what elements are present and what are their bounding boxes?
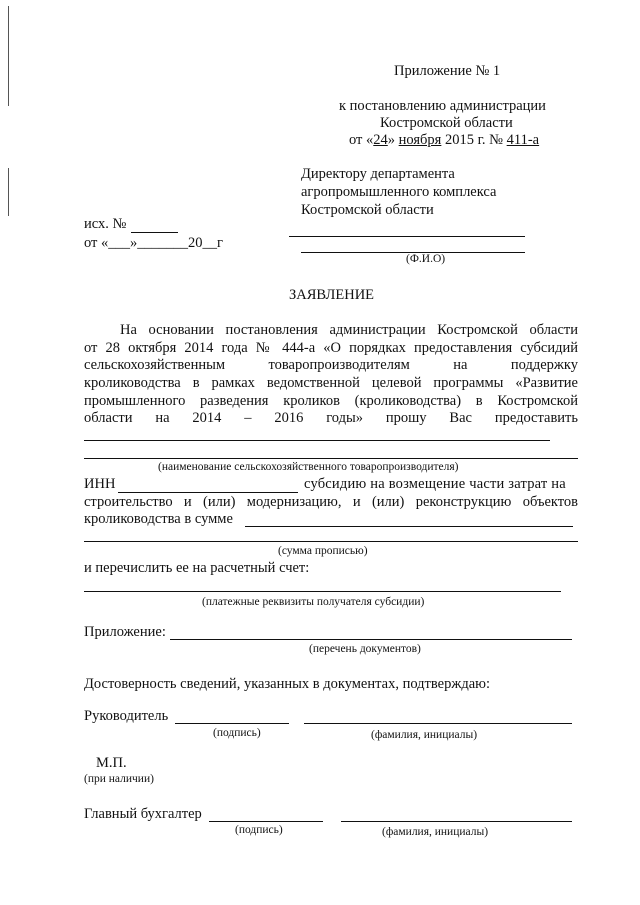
date-prefix: от « — [349, 132, 374, 148]
date-number: 411-а — [506, 132, 540, 148]
binding-mark — [8, 168, 9, 216]
amount-words-line[interactable] — [84, 541, 578, 542]
date-month: ноября — [398, 132, 442, 148]
attachment-field[interactable] — [170, 639, 572, 640]
date-mid: » — [387, 132, 399, 148]
stamp-label: М.П. — [96, 755, 127, 771]
resolution-region: Костромской области — [380, 115, 513, 131]
body-line-1: На основании постановления администрации Костромской области — [120, 322, 578, 338]
body2-line-2: кролиководства в сумме — [84, 511, 233, 527]
attachment-label: Приложение: — [84, 624, 166, 640]
inn-field[interactable] — [118, 492, 298, 493]
transfer-text: и перечислить ее на расчетный счет: — [84, 560, 310, 576]
bank-details-line[interactable] — [84, 591, 561, 592]
producer-name-line[interactable] — [84, 458, 578, 459]
amount-caption: (сумма прописью) — [278, 545, 368, 557]
body-line-6: области на 2014 – 2016 годы» прошу Вас предоставить — [84, 410, 578, 426]
resolution-date — [349, 132, 539, 149]
resolution-ref: к постановлению администрации — [339, 98, 546, 114]
bank-caption: (платежные реквизиты получателя субсидии) — [202, 596, 425, 608]
accountant-name-caption: (фамилия, инициалы) — [382, 826, 489, 838]
inn-label: ИНН — [84, 476, 116, 492]
date-year: 2015 г. № — [441, 132, 507, 148]
producer-caption: (наименование сельскохозяйственного товаропроизводителя) — [158, 461, 459, 473]
producer-name-line[interactable] — [84, 440, 550, 441]
body-line-5: промышленного разведения кроликов (кролиководства) в Костромской — [84, 393, 578, 409]
head-name-caption: (фамилия, инициалы) — [371, 729, 478, 741]
attachment-caption: (перечень документов) — [309, 643, 421, 655]
body-line-4: кролиководства в рамках ведомственной целевой программы «Развитие — [84, 375, 578, 391]
fio-caption: (Ф.И.О) — [406, 253, 446, 265]
confirmation-text: Достоверность сведений, указанных в документах, подтверждаю: — [84, 676, 491, 692]
head-label: Руководитель — [84, 708, 169, 724]
head-name-field[interactable] — [304, 723, 572, 724]
addressee-line1: Директору департамента — [301, 166, 455, 182]
amount-field[interactable] — [245, 526, 573, 527]
appendix-title: Приложение № 1 — [394, 63, 501, 79]
body-line-2: от 28 октября 2014 года № 444-а «О порядках предоставления субсидий — [84, 340, 578, 356]
outgoing-date[interactable]: от «___»_______20__г — [84, 235, 223, 251]
inn-tail: субсидию на возмещение части затрат на — [304, 476, 566, 492]
addressee-line2: агропромышленного комплекса — [301, 184, 497, 200]
outgoing-ref-label: исх. № — [84, 216, 127, 232]
accountant-name-field[interactable] — [341, 821, 572, 822]
document-title: ЗАЯВЛЕНИЕ — [289, 287, 375, 303]
addressee-name-line[interactable] — [289, 236, 525, 237]
binding-mark — [8, 6, 9, 106]
outgoing-ref-field[interactable] — [131, 232, 178, 233]
accountant-signature-field[interactable] — [209, 821, 323, 822]
addressee-line3: Костромской области — [301, 202, 434, 218]
date-day: 24 — [373, 132, 388, 148]
accountant-label: Главный бухгалтер — [84, 806, 202, 822]
body2-line-1: строительство и (или) модернизацию, и (или) реконструкцию объектов — [84, 494, 578, 510]
stamp-note: (при наличии) — [84, 773, 154, 785]
head-signature-field[interactable] — [175, 723, 289, 724]
body-line-3: сельскохозяйственным товаропроизводителям на поддержку — [84, 357, 578, 373]
head-sign-caption: (подпись) — [213, 727, 261, 739]
accountant-sign-caption: (подпись) — [235, 824, 283, 836]
